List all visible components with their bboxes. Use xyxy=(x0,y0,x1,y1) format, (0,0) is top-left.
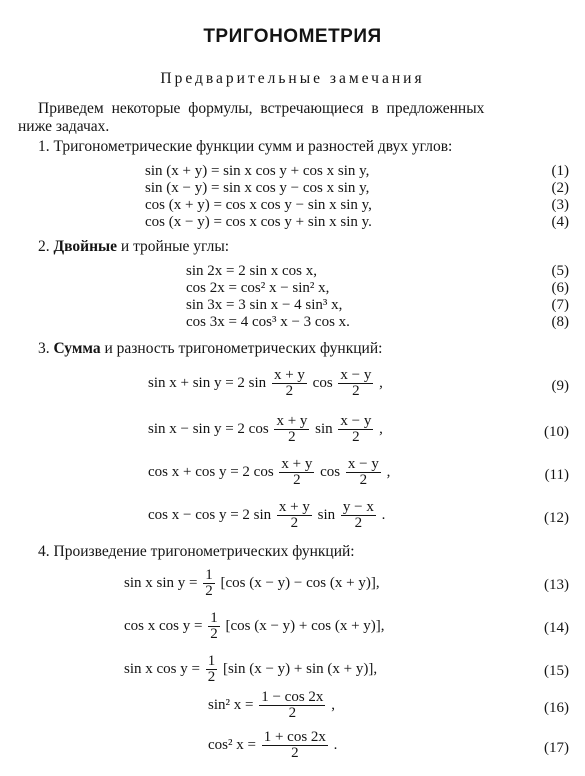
formula-11-mid: cos xyxy=(320,463,341,480)
section-3-heading xyxy=(38,340,382,358)
formula-8: cos 3x = 4 cos³ x − 3 cos x. xyxy=(186,314,350,330)
formula-15-lhs: sin x cos y = xyxy=(124,660,200,677)
formula-9-lhs: sin x + sin y = 2 sin xyxy=(148,374,267,391)
formula-15-number: (15) xyxy=(544,663,569,679)
section-3-text: и разность тригонометрических функций: xyxy=(100,340,383,357)
formula-15 xyxy=(124,654,377,685)
formula-10: sin x − sin y = 2 cos $\frac{x + y}{2}$ sin $\frac{x - y}{2}$ , xyxy=(148,413,383,445)
section-2-text: и тройные углы: xyxy=(117,238,230,255)
formula-17-number: (17) xyxy=(544,740,569,756)
formula-14-number: (14) xyxy=(544,620,569,636)
formula-16-lhs: sin² x = xyxy=(208,696,254,713)
formula-5-number: (5) xyxy=(551,263,569,279)
formula-10-number: (10) xyxy=(544,424,569,440)
formula-17-lhs: cos² x = xyxy=(208,736,256,753)
formula-7-number: (7) xyxy=(551,297,569,313)
formula-10-fraction-2: $\frac{x - y}{2}$ xyxy=(340,413,372,445)
formula-9-fraction-2: $\frac{x - y}{2}$ xyxy=(340,367,372,399)
formula-8-number: (8) xyxy=(551,314,569,330)
formula-4-number: (4) xyxy=(551,214,569,230)
formula-10-mid: sin xyxy=(315,420,333,437)
section-4-number: 4. xyxy=(38,543,50,560)
formula-1-number: (1) xyxy=(551,163,569,179)
formula-6-number: (6) xyxy=(551,280,569,296)
page-title: ТРИГОНОМЕТРИЯ xyxy=(203,26,382,47)
formula-17-fraction: $\frac{1 + \cos 2x}{2}$ xyxy=(263,729,326,761)
formula-13-lhs: sin x sin y = xyxy=(124,574,198,591)
section-2-number: 2. xyxy=(38,238,50,255)
formula-7: sin 3x = 3 sin x − 4 sin³ x, xyxy=(186,297,343,313)
formula-9-number: (9) xyxy=(551,378,569,394)
formula-10-lhs: sin x − sin y = 2 cos xyxy=(148,420,269,437)
formula-11-fraction-2: $\frac{x - y}{2}$ xyxy=(347,456,379,488)
formula-10-fraction-1: $\frac{x + y}{2}$ xyxy=(276,413,308,445)
formula-4: cos (x − y) = cos x cos y + sin x sin y. xyxy=(145,214,372,230)
formula-15-rhs: [sin (x − y) + sin (x + y)], xyxy=(222,660,378,677)
formula-12-fraction-2: $\frac{y - x}{2}$ xyxy=(342,499,374,531)
section-3-bold-word: Сумма xyxy=(53,340,101,357)
formula-12: cos x − cos y = 2 sin $\frac{x + y}{2}$ sin $\frac{y - x}{2}$ . xyxy=(148,499,386,531)
section-2-bold-word: Двойные xyxy=(53,238,118,255)
formula-2: sin (x − y) = sin x cos y − cos x sin y, xyxy=(145,180,370,196)
intro-line-2: ниже задачах. xyxy=(18,118,110,135)
formula-16: sin² x = $\frac{1 - \cos 2x}{2}$ , xyxy=(208,689,335,721)
formula-14 xyxy=(124,611,385,642)
formula-13-rhs: [cos (x − y) − cos (x + y)], xyxy=(220,574,380,591)
formula-11-fraction-1: $\frac{x + y}{2}$ xyxy=(281,456,313,488)
formula-2-number: (2) xyxy=(551,180,569,196)
section-4-heading xyxy=(38,543,355,561)
formula-3: cos (x + y) = cos x cos y − sin x sin y, xyxy=(145,197,372,213)
formula-13-number: (13) xyxy=(544,577,569,593)
formula-14-lhs: cos x cos y = xyxy=(124,617,203,634)
section-subtitle: Предварительные замечания xyxy=(160,70,425,87)
formula-6: cos 2x = cos² x − sin² x, xyxy=(186,280,330,296)
formula-16-fraction: $\frac{1 - \cos 2x}{2}$ xyxy=(261,689,324,721)
section-3-number: 3. xyxy=(38,340,50,357)
section-2-heading xyxy=(38,238,229,256)
formula-11: cos x + cos y = 2 cos $\frac{x + y}{2}$ cos $\frac{x - y}{2}$ , xyxy=(148,456,391,488)
formula-9-fraction-1: $\frac{x + y}{2}$ xyxy=(273,367,305,399)
formula-12-lhs: cos x − cos y = 2 sin xyxy=(148,506,272,523)
formula-3-number: (3) xyxy=(551,197,569,213)
formula-12-fraction-1: $\frac{x + y}{2}$ xyxy=(278,499,310,531)
formula-11-lhs: cos x + cos y = 2 cos xyxy=(148,463,274,480)
formula-17: cos² x = $\frac{1 + \cos 2x}{2}$ . xyxy=(208,729,338,761)
formula-12-mid: sin xyxy=(317,506,336,523)
section-1-number: 1. xyxy=(38,138,50,155)
section-1-heading xyxy=(38,138,452,156)
formula-9: sin x + sin y = 2 sin $\frac{x + y}{2}$ cos $\frac{x - y}{2}$ , xyxy=(148,367,383,399)
formula-12-number: (12) xyxy=(544,510,569,526)
formula-5: sin 2x = 2 sin x cos x, xyxy=(186,263,317,279)
section-4-text: Произведение тригонометрических функций: xyxy=(53,543,355,560)
formula-13 xyxy=(124,568,380,599)
formula-1: sin (x + y) = sin x cos y + cos x sin y, xyxy=(145,163,370,179)
formula-15-fraction: $\frac{1}{2}$ xyxy=(207,653,216,685)
intro-line-1: Приведем некоторые формулы, встречающиеся в предложенных xyxy=(38,100,485,117)
formula-16-number: (16) xyxy=(544,700,569,716)
formula-11-number: (11) xyxy=(544,467,569,483)
formula-9-mid: cos xyxy=(312,374,333,391)
formula-14-rhs: [cos (x − y) + cos (x + y)], xyxy=(225,617,385,634)
formula-13-fraction: $\frac{1}{2}$ xyxy=(205,567,213,599)
section-1-text: Тригонометрические функции сумм и разностей двух углов: xyxy=(53,138,453,155)
formula-14-fraction: $\frac{1}{2}$ xyxy=(210,610,218,642)
